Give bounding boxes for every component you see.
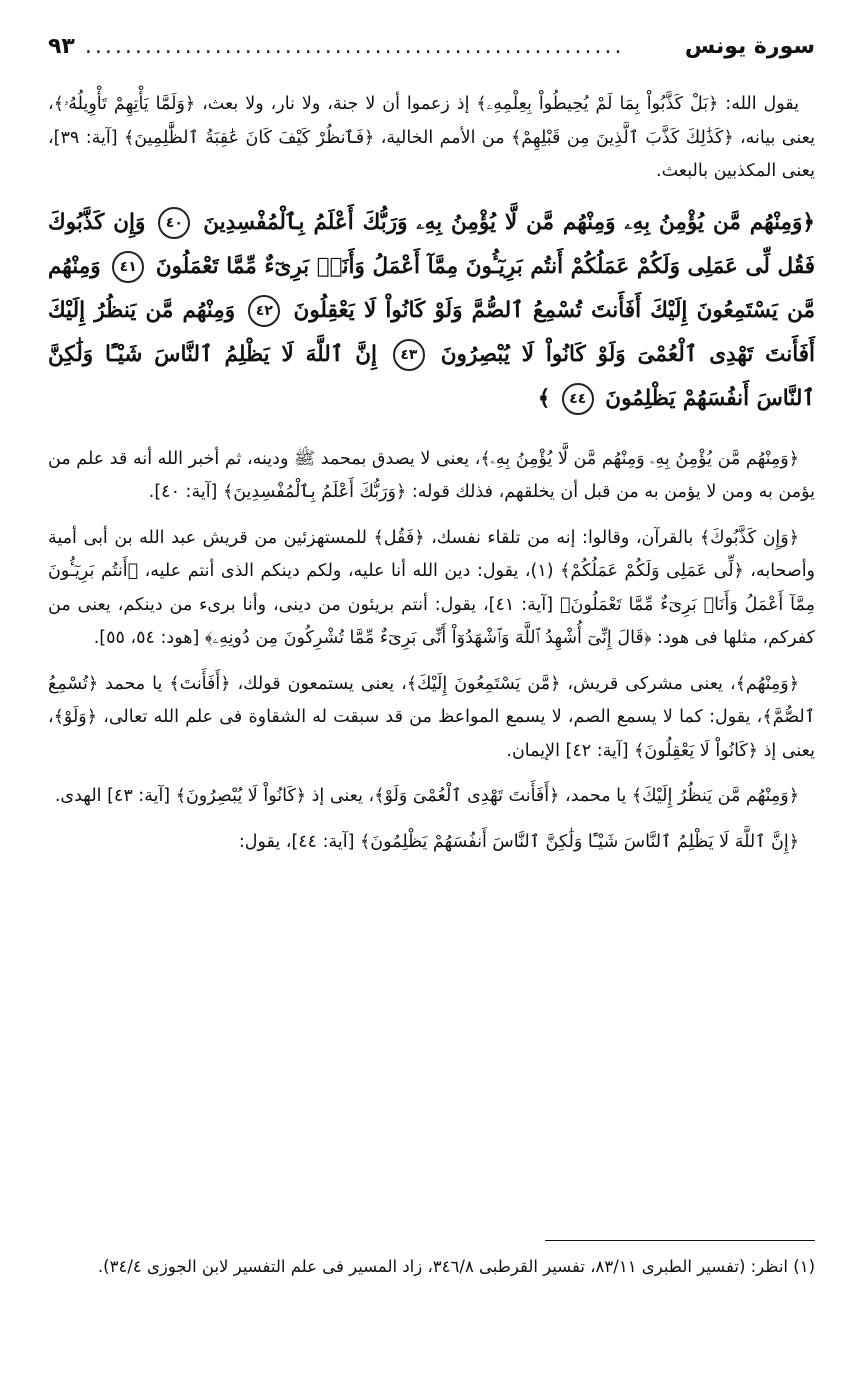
commentary-paragraph-42: ﴿وَمِنْهُم﴾، يعنى مشركى قريش، ﴿مَّن يَسْتَمِعُونَ إِلَيْكَ﴾، يعنى يستمعون قولك، ﴿أَفَأَنتَ﴾ يا محمد ﴿تُسْمِعُ ٱلصُّمَّ﴾، يقول: كما لا يسمع الصم، لا يسمع المواعظ من قد سبقت له الشقاوة فى علم الله تعالى، ﴿وَلَوْ﴾، يعنى إذ ﴿كَانُواْ لَا يَعْقِلُونَ﴾ [آية: ٤٢] الإيمان. bbox=[48, 673, 815, 761]
commentary-paragraph-41: ﴿وَإِن كَذَّبُوكَ﴾ بالقرآن، وقالوا: إنه من تلقاء نفسك، ﴿فَقُل﴾ للمستهزئين من قريش عبد الله بن أبى أمية وأصحابه، ﴿لِّى عَمَلِى وَلَكُمْ عَمَلُكُمْ﴾ (١)، يقول: دين الله أنا عليه، ولكم دينكم الذى أنتم عليه، ﴿أَنتُم بَرِيٓـُٔونَ مِمَّآ أَعْمَلُ وَأَنَا۠ بَرِىٓءٌ مِّمَّا تَعْمَلُونَ﴾ [آية: ٤١]، يقول: أنتم بريئون من دينى، وأنا برىء من دينكم، يعنى من كفركم، مثلها فى هود: ﴿قَالَ إِنِّىٓ أُشْهِدُ ٱللَّهَ وَٱشْهَدُوٓاْ أَنِّى بَرِىٓءٌ مِّمَّا تُشْرِكُونَ مِن دُونِهِۦ﴾ [هود: ٥٤، ٥٥]. bbox=[48, 527, 816, 648]
leader-dots: ...................................................... bbox=[84, 34, 625, 59]
ayah-41-text: وَإِن كَذَّبُوكَ فَقُل لِّى عَمَلِى وَلَكُمْ عَمَلُكُمْ أَنتُم بَرِيٓـُٔونَ مِمَّآ أَعْمَلُ وَأَنَا۠ بَرِىٓءٌ مِّمَّا تَعْمَلُونَ bbox=[48, 209, 815, 279]
ayah-number-41: ٤١ bbox=[112, 251, 144, 283]
quran-verses-block bbox=[48, 201, 815, 421]
verse-close-bracket: ﴾ bbox=[537, 385, 551, 411]
ayah-number-44: ٤٤ bbox=[562, 383, 594, 415]
footnote: (١) انظر: (تفسير الطبرى ٨٣/١١، تفسير القرطبى ٣٤٦/٨، زاد المسير فى علم التفسير لابن الجوزى ٣٤/٤). bbox=[97, 1257, 815, 1276]
commentary-paragraph-43: ﴿وَمِنْهُم مَّن يَنظُرُ إِلَيْكَ﴾ يا محمد، ﴿أَفَأَنتَ تَهْدِى ٱلْعُمْىَ وَلَوْ﴾، يعنى إذ ﴿كَانُواْ لَا يُبْصِرُونَ﴾ [آية: ٤٣] الهدى. bbox=[54, 786, 799, 806]
ayah-43-text: وَمِنْهُم مَّن يَنظُرُ إِلَيْكَ أَفَأَنتَ تَهْدِى ٱلْعُمْىَ وَلَوْ كَانُواْ لَا يُبْصِرُونَ bbox=[48, 297, 815, 367]
ayah-number-40: ٤٠ bbox=[158, 207, 190, 239]
ayah-number-42: ٤٢ bbox=[248, 295, 280, 327]
ayah-40-text: ﴿وَمِنْهُم مَّن يُؤْمِنُ بِهِۦ وَمِنْهُم مَّن لَّا يُؤْمِنُ بِهِۦ وَرَبُّكَ أَعْلَمُ بِٱلْمُفْسِدِينَ bbox=[203, 209, 815, 235]
ayah-44-text: إِنَّ ٱللَّهَ لَا يَظْلِمُ ٱلنَّاسَ شَيْـًٔا وَلَٰكِنَّ ٱلنَّاسَ أَنفُسَهُمْ يَظْلِمُونَ bbox=[48, 341, 815, 411]
page-number: ٩٣ bbox=[48, 34, 75, 59]
intro-paragraph: يقول الله: ﴿بَلْ كَذَّبُواْ بِمَا لَمْ يُحِيطُواْ بِعِلْمِهِۦ﴾ إذ زعموا أن لا جنة، ولا نار، ولا بعث، ﴿وَلَمَّا يَأْتِهِمْ تَأْوِيلُهُۥ﴾، يعنى بيانه، ﴿كَذَٰلِكَ كَذَّبَ ٱلَّذِينَ مِن قَبْلِهِمْ﴾ من الأمم الخالية، ﴿فَٱنظُرْ كَيْفَ كَانَ عَٰقِبَةُ ٱلظَّٰلِمِينَ﴾ [آية: ٣٩]، يعنى المكذبين بالبعث. bbox=[48, 94, 815, 181]
footnote-divider bbox=[545, 1240, 815, 1241]
ayah-42-text: وَمِنْهُم مَّن يَسْتَمِعُونَ إِلَيْكَ أَفَأَنتَ تُسْمِعُ ٱلصُّمَّ وَلَوْ كَانُواْ لَا يَعْقِلُونَ bbox=[48, 253, 815, 323]
commentary-paragraph-40: ﴿وَمِنْهُم مَّن يُؤْمِنُ بِهِۦ وَمِنْهُم مَّن لَّا يُؤْمِنُ بِهِۦ﴾، يعنى لا يصدق بمحمد ﷺ ودينه، ثم أخبر الله أنه قد علم من يؤمن به ومن لا يؤمن به من قبل أن يخلقهم، فذلك قوله: ﴿وَرَبُّكَ أَعْلَمُ بِٱلْمُفْسِدِينَ﴾ [آية: ٤٠]. bbox=[48, 448, 815, 502]
commentary-paragraph-44: ﴿إِنَّ ٱللَّهَ لَا يَظْلِمُ ٱلنَّاسَ شَيْـًٔا وَلَٰكِنَّ ٱلنَّاسَ أَنفُسَهُمْ يَظْلِمُونَ﴾ [آية: ٤٤]، يقول: bbox=[238, 831, 799, 852]
ayah-number-43: ٤٣ bbox=[393, 339, 425, 371]
running-header bbox=[48, 30, 815, 62]
surah-title: سورة يونس bbox=[684, 34, 815, 59]
